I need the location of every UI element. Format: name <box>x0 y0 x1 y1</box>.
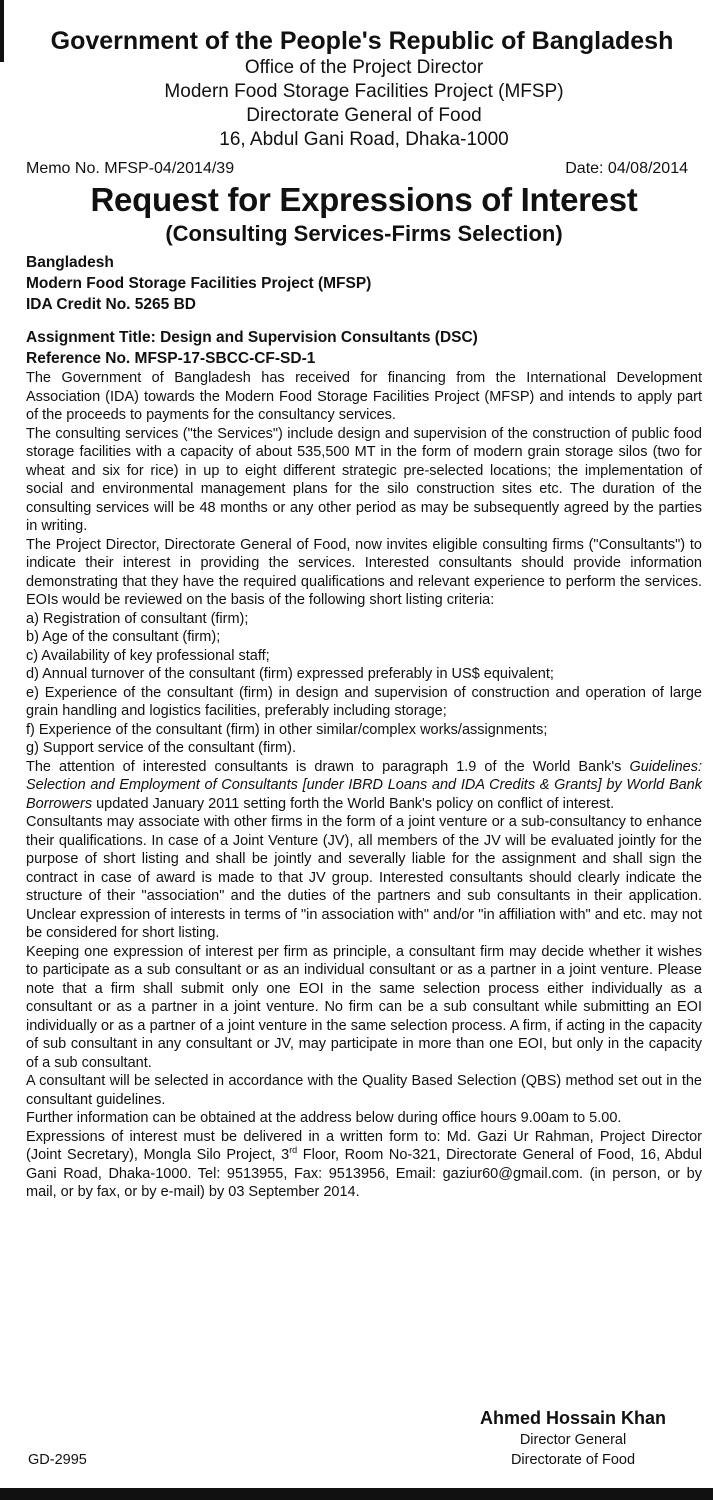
signatory-name: Ahmed Hossain Khan <box>479 1408 667 1428</box>
paragraph-guidelines: The attention of interested consultants is drawn to paragraph 1.9 of the World Bank's Guidelines: Selection and Employment of Consultants [under IBRD Loans and IDA Credits & Grants] by World Bank Borrowers updated January 2011 setting forth the World Bank's policy on conflict of interest. <box>26 758 702 812</box>
office-line: Modern Food Storage Facilities Project (MFSP) <box>164 81 564 102</box>
office-line: 16, Abdul Gani Road, Dhaka-1000 <box>219 129 509 150</box>
criteria-item: f) Experience of the consultant (firm) in other similar/complex works/assignments; <box>26 721 548 738</box>
guidelines-title: Guidelines: Selection and Employment of Consultants [under IBRD Loans and IDA Credits & Grants] by World Bank Borrowers <box>26 758 702 812</box>
memo-number: Memo No. MFSP-04/2014/39 <box>26 160 235 177</box>
letterhead <box>26 26 702 152</box>
country: Bangladesh <box>26 254 114 271</box>
paragraph-services: The consulting services ("the Services") include design and supervision of the construction of public food storage facilities with a capacity of about 535,500 MT in the form of modern grain storage silos (two for wheat and six for rice) in up to eight different strategic pre-selected locations; the implementation of social and environmental management plans for the silo construction sites etc. The duration of the consulting services will be 48 months or any other period as may be subsequently agreed by the parties in writing. <box>26 425 702 534</box>
reference-number: Reference No. MFSP-17-SBCC-CF-SD-1 <box>26 350 316 367</box>
notice-body <box>26 369 702 1202</box>
paragraph-financing: The Government of Bangladesh has received for financing from the International Development Association (IDA) towards the Modern Food Storage Facilities Project (MFSP) and intends to apply part of the proceeds to payments for the consultancy services. <box>26 370 702 423</box>
notice-subtitle: (Consulting Services-Firms Selection) <box>165 221 563 246</box>
government-heading: Government of the People's Republic of Bangladesh <box>50 27 674 55</box>
project-name: Modern Food Storage Facilities Project (MFSP) <box>26 275 372 292</box>
paragraph-further-info: Further information can be obtained at the address below during office hours 9.00am to 5.00. <box>26 1110 622 1126</box>
memo-row <box>26 158 702 180</box>
bottom-edge-rule <box>0 1488 713 1500</box>
criteria-list <box>26 610 702 758</box>
paragraph-invitation: The Project Director, Directorate General of Food, now invites eligible consulting firms ("Consultants") to indicate their interest in providing the services. Interested consultants should provide information demonstrating that they have the required qualifications and relevant experience to perform the services. EOIs would be reviewed on the basis of the following short listing criteria: <box>26 536 702 608</box>
criteria-item: a) Registration of consultant (firm); <box>26 610 249 627</box>
signatory-organization: Directorate of Food <box>510 1452 636 1468</box>
assignment-info <box>26 327 702 369</box>
project-info <box>26 252 702 315</box>
office-line: Directorate General of Food <box>246 105 482 126</box>
left-edge-rule <box>0 0 4 62</box>
paragraph-one-eoi: Keeping one expression of interest per firm as principle, a consultant firm may decide whether it wishes to participate as a sub consultant or as an individual consultant or as a partner in a joint venture. Please note that a firm shall submit only one EOI in the same selection process either individually as a consultant or as a partner in a joint venture. No firm can be a sub consultant while submitting an EOI individually or as a partner of a joint venture in the same selection process. A firm, if acting in the capacity of sub consultant in any consultant or JV, may participate in more than one EOI, but only in the capacity of a sub consultant. <box>26 943 702 1071</box>
criteria-item: c) Availability of key professional staff; <box>26 647 270 664</box>
memo-date: Date: 04/08/2014 <box>565 160 688 177</box>
criteria-item: g) Support service of the consultant (firm). <box>26 740 296 756</box>
office-line: Office of the Project Director <box>244 57 484 78</box>
assignment-title: Assignment Title: Design and Supervision Consultants (DSC) <box>26 329 478 346</box>
gd-code: GD-2995 <box>28 1452 87 1468</box>
criteria-item: e) Experience of the consultant (firm) in design and supervision of construction and operation of large grain handling and logistics facilities, preferably including storage; <box>26 684 702 719</box>
paragraph-delivery: Expressions of interest must be delivered in a written form to: Md. Gazi Ur Rahman, Project Director (Joint Secretary), Mongla Silo Project, 3rd Floor, Room No-321, Directorate General of Food, 16, Abdul Gani Road, Dhaka-1000. Tel: 9513955, Fax: 9513956, Email: gaziur60@gmail.com. (in person, or by mail, or by fax, or by e-mail) by 03 September 2014. <box>26 1128 702 1200</box>
notice-title: Request for Expressions of Interest <box>90 181 638 218</box>
criteria-item: b) Age of the consultant (firm); <box>26 629 221 645</box>
paragraph-joint-venture: Consultants may associate with other firms in the form of a joint venture or a sub-consultancy to enhance their qualifications. In case of a Joint Venture (JV), all members of the JV will be evaluated jointly for the purpose of short listing and shall be jointly and severally liable for the assignment and shall sign the contract in case of award is made to that JV group. Interested consultants should clearly indicate the structure of their "association" and the duties of the partners and sub consultants in their application. Unclear expression of interests in terms of "in association with" and/or "in affiliation with" and etc. may not be considered for short listing. <box>26 814 702 941</box>
credit-number: IDA Credit No. 5265 BD <box>26 296 196 313</box>
signatory-designation: Director General <box>519 1432 627 1448</box>
paragraph-selection-method: A consultant will be selected in accordance with the Quality Based Selection (QBS) method set out in the consultant guidelines. <box>26 1073 702 1108</box>
criteria-item: d) Annual turnover of the consultant (firm) expressed preferably in US$ equivalent; <box>26 666 554 682</box>
notice-page <box>26 26 702 1202</box>
signature-block <box>463 1406 683 1470</box>
